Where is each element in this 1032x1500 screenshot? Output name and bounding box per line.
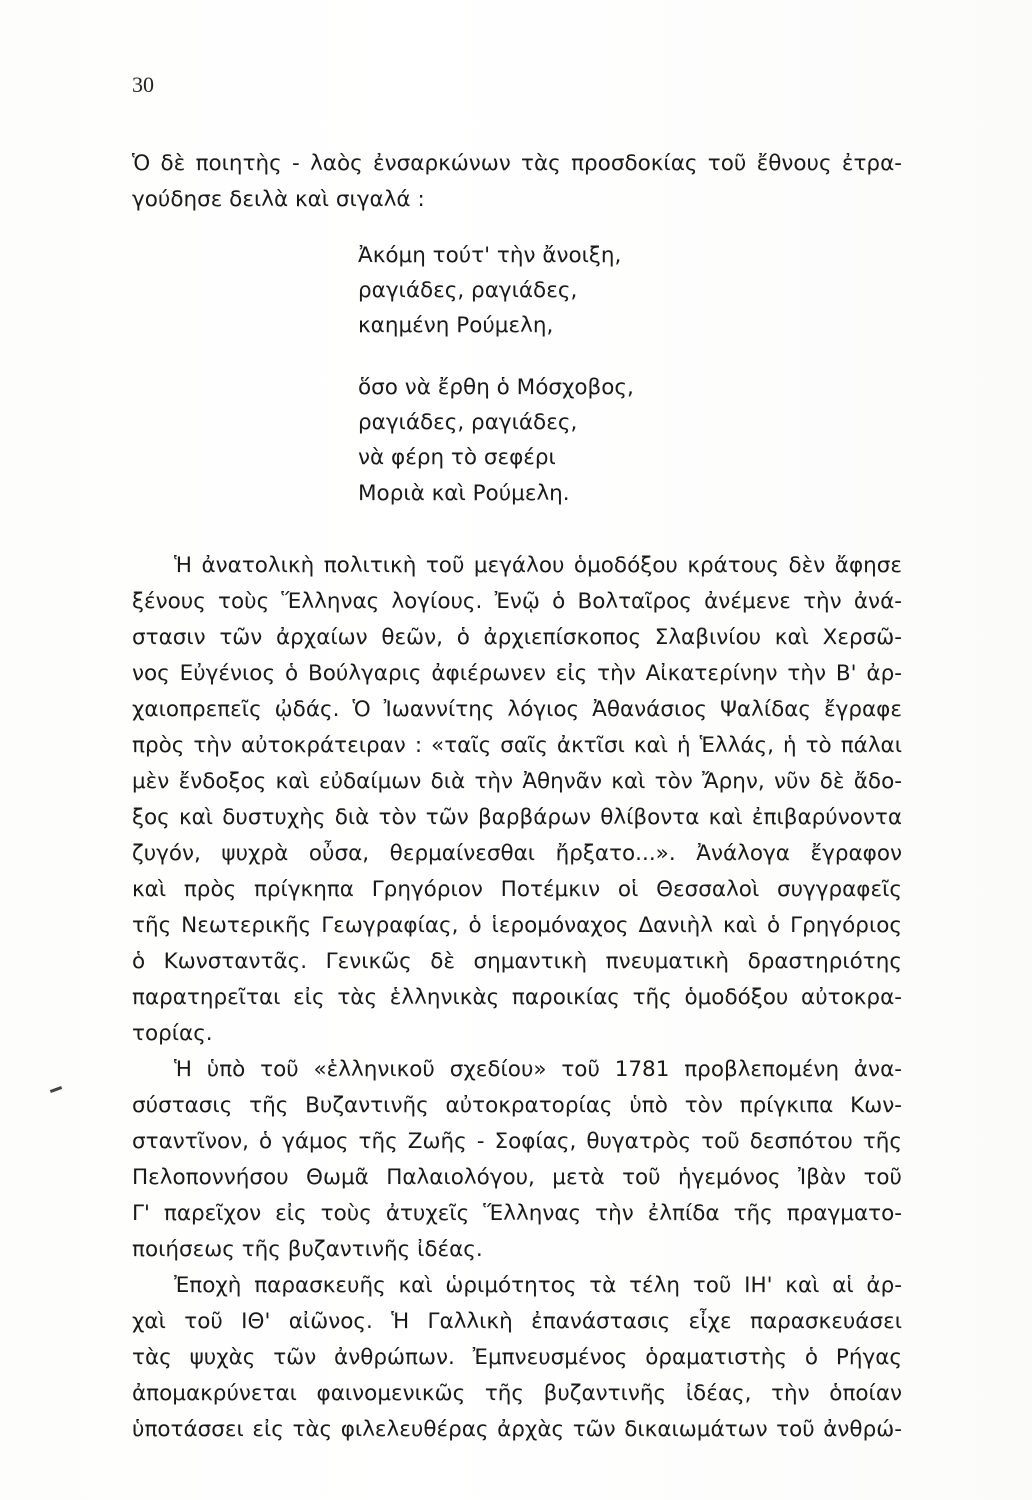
paragraph3-line-2: χαὶ τοῦ ΙΘ' αἰῶνος. Ἡ Γαλλικὴ ἐπανάστασις εἶχε παρασκευάσει bbox=[132, 1309, 902, 1334]
paragraph3-line-1: Ἐποχὴ παρασκευῆς καὶ ὡριμότητος τὰ τέλη τοῦ ΙΗ' καὶ αἱ ἀρ- bbox=[174, 1273, 902, 1298]
paragraph2-line-3: σταντῖνον, ὁ γάμος τῆς Ζωῆς - Σοφίας, θυγατρὸς τοῦ δεσπότου τῆς bbox=[132, 1129, 902, 1154]
paragraph1-line-8: ξος καὶ δυστυχὴς διὰ τὸν τῶν βαρβάρων θλίβοντα καὶ ἐπιβαρύνοντα bbox=[132, 805, 902, 830]
margin-pencil-mark bbox=[50, 1086, 62, 1093]
paragraph1-line-2: ξένους τοὺς Ἕλληνας λογίους. Ἐνῷ ὁ Βολταῖρος ἀνέμενε τὴν ἀνά- bbox=[132, 589, 902, 614]
verse-line-4: ὅσο νὰ ἔρθη ὁ Μόσχοβος, bbox=[358, 375, 634, 400]
verse-line-7: Μοριὰ καὶ Ρούμελη. bbox=[358, 481, 570, 506]
verse-line-6: νὰ φέρη τὸ σεφέρι bbox=[358, 445, 556, 470]
paragraph1-line-13: παρατηρεῖται εἰς τὰς ἑλληνικὰς παροικίας τῆς ὁμοδόξου αὐτοκρα- bbox=[132, 985, 902, 1010]
paragraph3-line-4: ἀπομακρύνεται φαινομενικῶς τῆς βυζαντινῆς ἰδέας, τὴν ὁποίαν bbox=[132, 1381, 902, 1406]
paragraph2-line-1: Ἡ ὑπὸ τοῦ «ἑλληνικοῦ σχεδίου» τοῦ 1781 προβλεπομένη ἀνα- bbox=[174, 1057, 902, 1082]
paragraph3-line-5: ὑποτάσσει εἰς τὰς φιλελευθέρας ἀρχὰς τῶν δικαιωμάτων τοῦ ἀνθρώ- bbox=[132, 1417, 902, 1442]
paragraph3-line-3: τὰς ψυχὰς τῶν ἀνθρώπων. Ἐμπνευσμένος ὁραματιστὴς ὁ Ρήγας bbox=[132, 1345, 902, 1370]
paragraph1-line-7: μὲν ἔνδοξος καὶ εὐδαίμων διὰ τὴν Ἀθηνᾶν καὶ τὸν Ἄρην, νῦν δὲ ἄδο- bbox=[132, 769, 902, 794]
paragraph1-line-11: τῆς Νεωτερικῆς Γεωγραφίας, ὁ ἱερομόναχος Δανιὴλ καὶ ὁ Γρηγόριος bbox=[132, 913, 902, 938]
paragraph1-line-3: στασιν τῶν ἀρχαίων θεῶν, ὁ ἀρχιεπίσκοπος Σλαβινίου καὶ Χερσῶ- bbox=[132, 625, 902, 650]
page-number: 30 bbox=[132, 72, 154, 97]
verse-line-2: ραγιάδες, ραγιάδες, bbox=[358, 278, 578, 303]
paragraph2-line-5: Γ' παρεῖχον εἰς τοὺς ἀτυχεῖς Ἕλληνας τὴν ἐλπίδα τῆς πραγματο- bbox=[132, 1201, 902, 1226]
paragraph2-line-6: ποιήσεως τῆς βυζαντινῆς ἰδέας. bbox=[132, 1237, 483, 1262]
paragraph1-line-6: πρὸς τὴν αὐτοκράτειραν : «ταῖς σαῖς ἀκτῖσι καὶ ἡ Ἑλλάς, ἡ τὸ πάλαι bbox=[132, 733, 902, 758]
paragraph1-line-9: ζυγόν, ψυχρὰ οὖσα, θερμαίνεσθαι ἤρξατο...». Ἀνάλογα ἔγραφον bbox=[132, 841, 902, 866]
paragraph2-line-4: Πελοποννήσου Θωμᾶ Παλαιολόγου, μετὰ τοῦ ἡγεμόνος Ἰβὰν τοῦ bbox=[132, 1165, 902, 1190]
verse-line-3: καημένη Ρούμελη, bbox=[358, 313, 554, 338]
paragraph1-line-10: καὶ πρὸς πρίγκηπα Γρηγόριον Ποτέμκιν οἱ Θεσσαλοὶ συγγραφεῖς bbox=[132, 877, 902, 902]
intro-line-2: γούδησε δειλὰ καὶ σιγαλά : bbox=[132, 187, 425, 212]
paragraph1-line-5: χαιοπρεπεῖς ᾠδάς. Ὁ Ἰωαννίτης λόγιος Ἀθανάσιος Ψαλίδας ἔγραφε bbox=[132, 697, 902, 722]
verse-line-5: ραγιάδες, ραγιάδες, bbox=[358, 410, 578, 435]
verse-line-1: Ἀκόμη τούτ' τὴν ἄνοιξη, bbox=[358, 243, 622, 268]
paragraph1-line-4: νος Εὐγένιος ὁ Βούλγαρις ἀφιέρωνεν εἰς τὴν Αἰκατερίνην τὴν Β' ἀρ- bbox=[132, 661, 902, 686]
paragraph2-line-2: σύστασις τῆς Βυζαντινῆς αὐτοκρατορίας ὑπὸ τὸν πρίγκιπα Κων- bbox=[132, 1093, 902, 1118]
paragraph1-line-12: ὁ Κωνσταντᾶς. Γενικῶς δὲ σημαντικὴ πνευματικὴ δραστηριότης bbox=[132, 949, 902, 974]
intro-line-1: Ὁ δὲ ποιητὴς - λαὸς ἐνσαρκώνων τὰς προσδοκίας τοῦ ἔθνους ἐτρα- bbox=[132, 151, 902, 176]
paragraph1-line-1: Ἡ ἀνατολικὴ πολιτικὴ τοῦ μεγάλου ὁμοδόξου κράτους δὲν ἄφησε bbox=[174, 553, 902, 578]
paragraph1-line-14: τορίας. bbox=[132, 1021, 213, 1046]
